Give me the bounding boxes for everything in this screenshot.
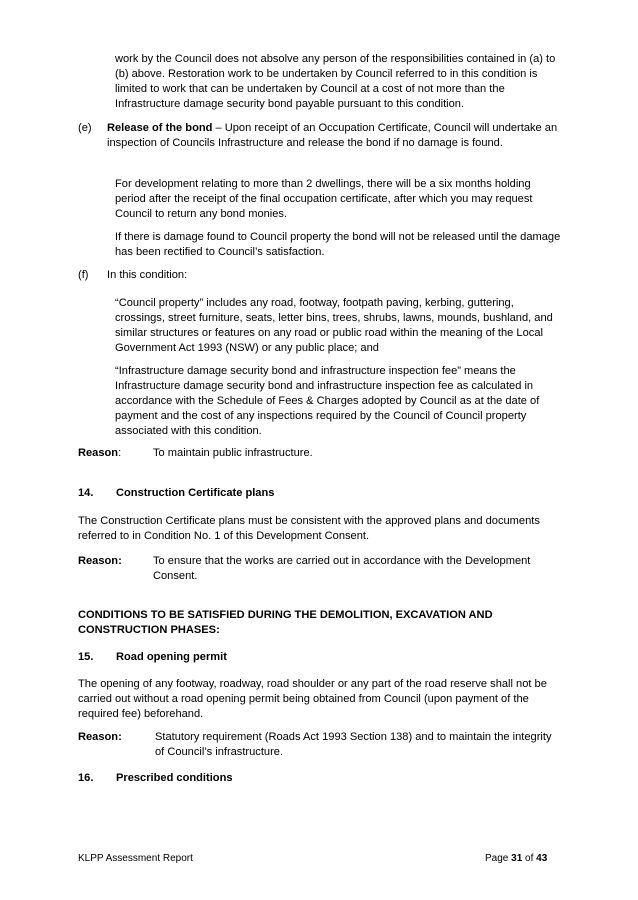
section-14-reason-label: Reason: [78,555,122,567]
item-f-paragraph-2: “Council property” includes any road, footway, footpath paving, kerbing, guttering, crossings, street furniture, seats, letter bins, trees, shrubs, lawns, mounds, bushland, and similar structures or features on any road or public road within the meaning of the Local Government Act 1993 (NSW) or any public place; and [115,297,553,354]
continuation-paragraph: work by the Council does not absolve any person of the responsibilities contained in (a) to (b) above. Restoration work to be undertaken by Council referred to in this condition is limited to work that can be undertaken by Council at a cost of not more than the Infrastructure damage security bond payable pursuant to this condition. [115,53,556,110]
section-16-number: 16. [78,772,94,784]
footer-page-number: Page 31 of 43 [485,853,548,864]
item-e-paragraph-2: For development relating to more than 2 dwellings, there will be a six months holding period after the receipt of the final occupation certificate, after which you may request Council to return any bond monies. [115,178,533,220]
section-14-reason-text: To ensure that the works are carried out in accordance with the Development Consent. [153,555,531,582]
item-e-text: – Upon receipt of an Occupation Certificate, Council will undertake an inspection of Councils Infrastructure and release the bond if no damage is found. [107,122,558,149]
phase-heading: CONDITIONS TO BE SATISFIED DURING THE DEMOLITION, EXCAVATION AND CONSTRUCTION PHASES: [78,609,493,636]
section-14-body: The Construction Certificate plans must be consistent with the approved plans and documents referred to in Condition No. 1 of this Development Consent. [78,515,540,542]
section-15-number: 15. [78,651,94,663]
footer-report-title: KLPP Assessment Report [78,853,193,864]
item-e-label: (e) [78,122,92,134]
item-e-paragraph-3: If there is damage found to Council property the bond will not be released until the damage has been rectified to Council’s satisfaction. [115,231,561,258]
section-15-title: Road opening permit [116,651,227,663]
item-f-label: (f) [78,269,89,281]
reason-text: To maintain public infrastructure. [153,447,313,459]
section-15-body: The opening of any footway, roadway, road shoulder or any part of the road reserve shall not be carried out without a road opening permit being obtained from Council (upon payment of the required fee) beforehand. [78,678,547,720]
item-f-intro: In this condition: [107,269,188,281]
section-14-number: 14. [78,487,94,499]
reason-label: Reason: [78,447,122,459]
item-e-paragraph [107,121,563,151]
item-e-title: Release of the bond [107,122,213,134]
section-15-reason-text: Statutory requirement (Roads Act 1993 Section 138) and to maintain the integrity of Council’s infrastructure. [155,731,552,758]
section-16-title: Prescribed conditions [116,772,233,784]
section-14-title: Construction Certificate plans [116,487,275,499]
section-15-reason-label: Reason: [78,731,122,743]
item-f-paragraph-3: “Infrastructure damage security bond and infrastructure inspection fee” means the Infrastructure damage security bond and infrastructure inspection fee as calculated in accordance with the Schedule of Fees & Charges adopted by Council as at the date of payment and the cost of any inspections required by the Council of Council property associated with this condition. [115,365,540,437]
